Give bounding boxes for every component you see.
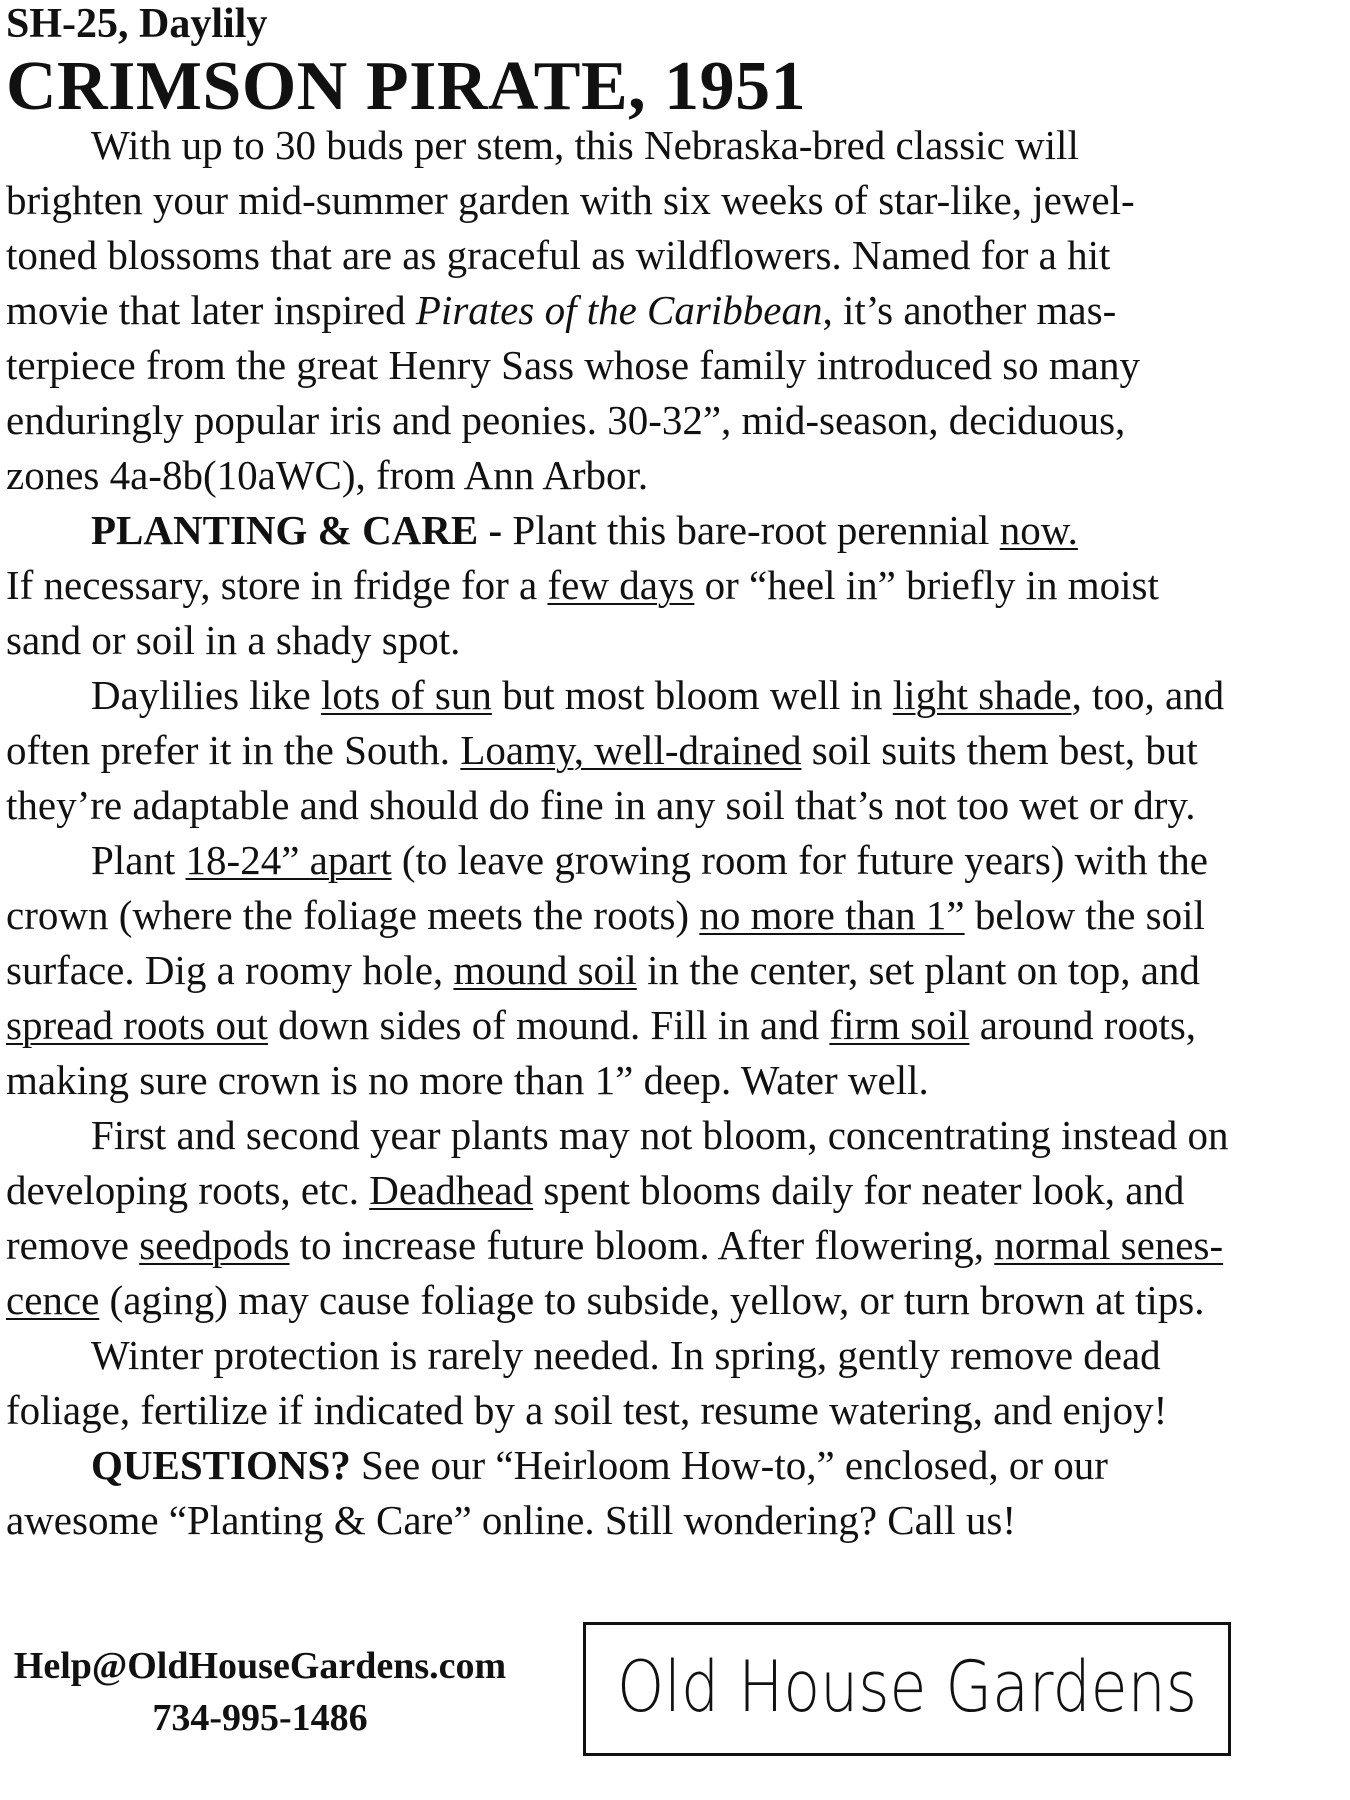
- logo-text: Old House Gardens: [617, 1646, 1197, 1728]
- contact-email[interactable]: Help@OldHouseGardens.com: [13, 1645, 507, 1687]
- product-code: SH-25, Daylily: [6, 1, 268, 47]
- questions-paragraph: QUESTIONS? See our “Heirloom How-to,” enclosed, or our awesome “Planting & Care” online. Still wondering? Call us!: [6, 1442, 1108, 1543]
- bloom-paragraph: First and second year plants may not bloom, concentrating instead on developing roots, etc. Deadhead spent blooms daily for neater look, and remove seedpods to increase future bloom. After flowering, normal senes- cence (aging) may cause foliage to subside, yellow, or turn brown at tips.: [6, 1112, 1229, 1323]
- logo-wordmark: [586, 1625, 1228, 1753]
- sun-paragraph: Daylilies like lots of sun but most bloom well in light shade, too, and often prefer it in the South. Loamy, well-drained soil suits them best, but they’re adaptable and should do fine in any soil that’s not too wet or dry.: [6, 672, 1225, 828]
- brand-logo: [583, 1622, 1231, 1756]
- winter-paragraph: Winter protection is rarely needed. In spring, gently remove dead foliage, fertilize if indicated by a soil test, resume watering, and enjoy!: [6, 1332, 1168, 1433]
- planting-heading: PLANTING & CARE -: [91, 507, 513, 553]
- care-sheet: [6, 0, 1296, 1548]
- intro-paragraph: With up to 30 buds per stem, this Nebraska-bred classic will brighten your mid-summer garden with six weeks of star-like, jewel- toned blossoms that are as graceful as wildflowers. Named for a hit movie that later inspired Pirates of the Caribbean, it’s another mas- terpiece from the great Henry Sass whose family introduced so many enduringly popular iris and peonies. 30-32”, mid-season, deciduous, zones 4a-8b(10aWC), from Ann Arbor.: [6, 122, 1140, 498]
- contact-block: [0, 1640, 520, 1744]
- product-title: CRIMSON PIRATE, 1951: [6, 48, 807, 125]
- contact-phone: 734-995-1486: [152, 1697, 368, 1739]
- planting-paragraph: PLANTING & CARE - Plant this bare-root perennial now. If necessary, store in fridge for a few days or “heel in” briefly in moist sand or soil in a shady spot.: [6, 507, 1159, 663]
- questions-heading: QUESTIONS?: [91, 1442, 351, 1488]
- movie-title: Pirates of the Caribbean: [415, 287, 823, 333]
- spacing-paragraph: Plant 18-24” apart (to leave growing room for future years) with the crown (where the foliage meets the roots) no more than 1” below the soil surface. Dig a roomy hole, mound soil in the center, set plant on top, and spread roots out down sides of mound. Fill in and firm soil around roots, making sure crown is no more than 1” deep. Water well.: [6, 837, 1208, 1103]
